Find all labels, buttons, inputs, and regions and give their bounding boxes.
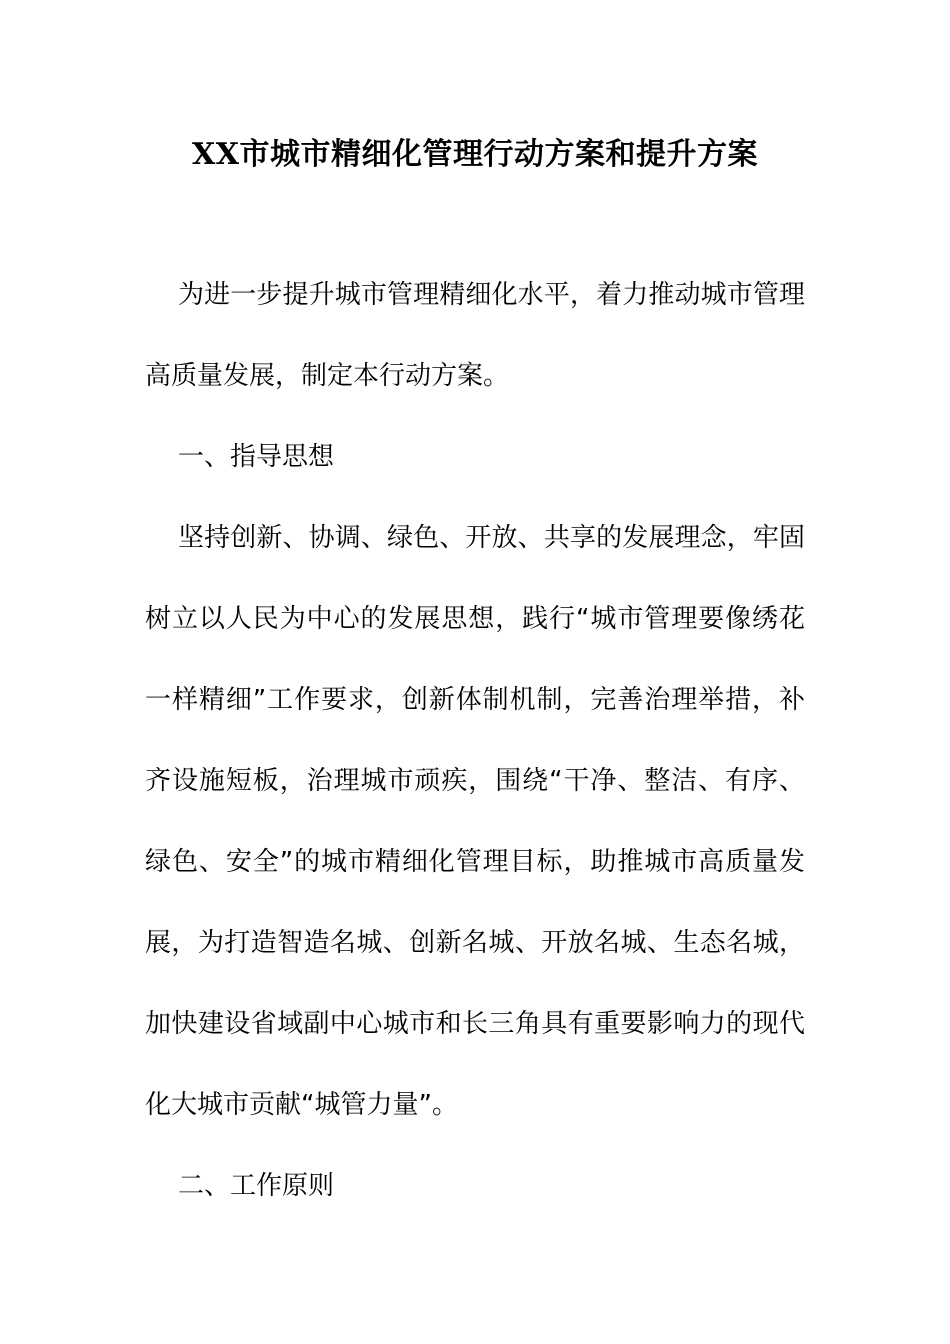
section-heading-work-principles: 二、工作原则 (178, 1171, 335, 1201)
document-body (145, 255, 805, 1227)
section-heading-guiding-ideology: 一、指导思想 (178, 442, 335, 472)
guiding-ideology-paragraph: 坚持创新、协调、绿色、开放、共享的发展理念，牢固树立以人民为中心的发展思想，践行“城市管理要像绣花一样精细”工作要求，创新体制机制，完善治理举措，补齐设施短板，治理城市顽疾，围绕“干净、整洁、有序、绿色、安全”的城市精细化管理目标，助推城市高质量发展，为打造智造名城、创新名城、开放名城、生态名城，加快建设省域副中心城市和长三角具有重要影响力的现代化大城市贡献“城管力量”。 (145, 523, 805, 1120)
intro-paragraph: 为进一步提升城市管理精细化水平，着力推动城市管理高质量发展，制定本行动方案。 (145, 280, 805, 391)
document-title: XX市城市精细化管理行动方案和提升方案 (191, 137, 759, 172)
